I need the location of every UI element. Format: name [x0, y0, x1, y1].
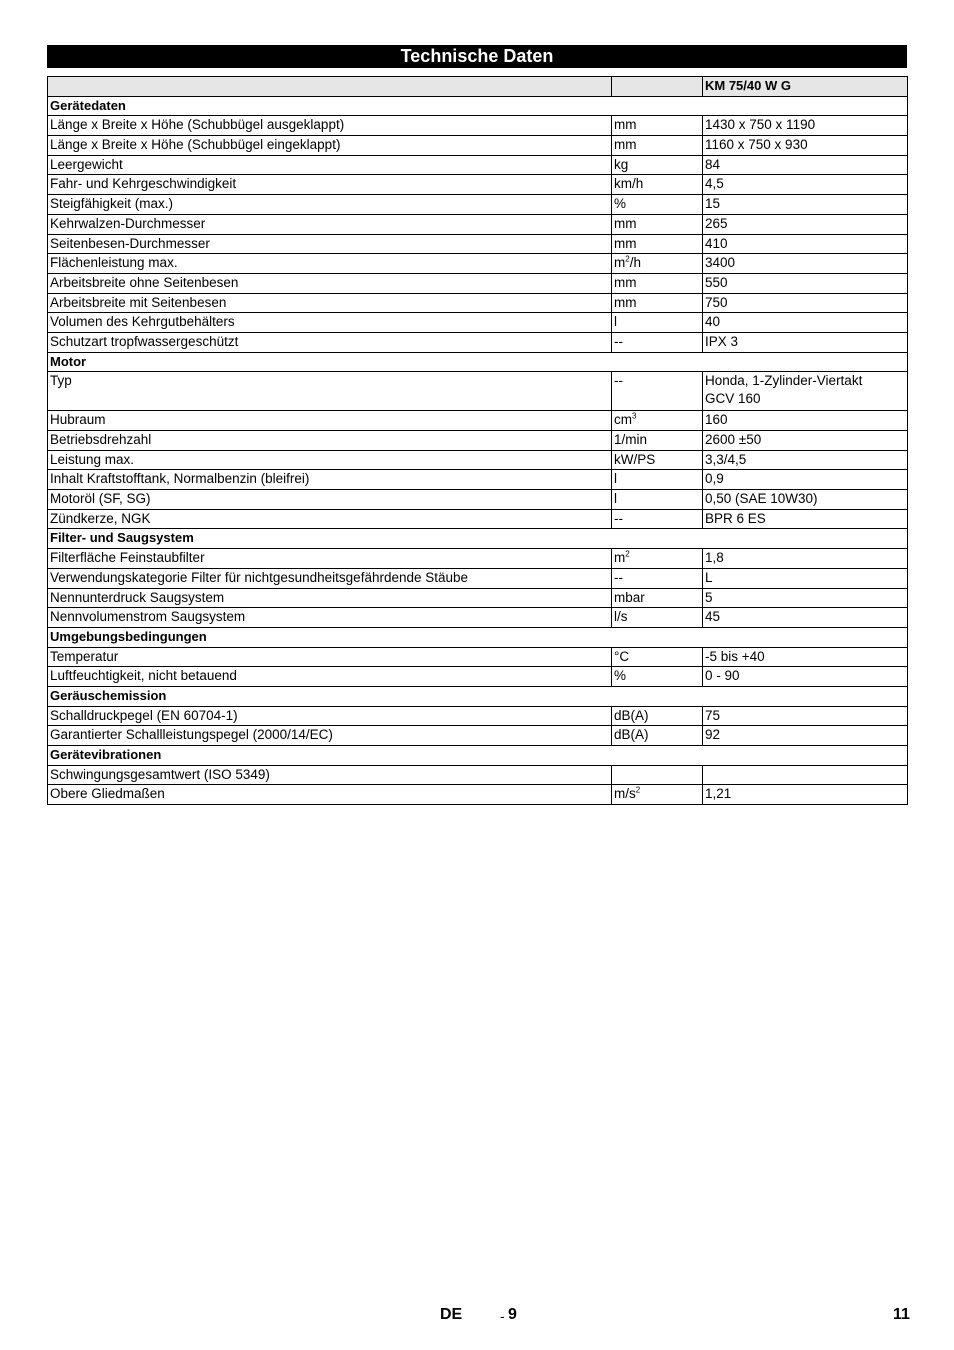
spec-label-cell: Arbeitsbreite ohne Seitenbesen	[48, 273, 612, 293]
spec-unit-cell	[612, 726, 703, 746]
footer-language: DE	[440, 1306, 463, 1323]
header-model-cell: KM 75/40 W G	[703, 77, 908, 97]
table-header-row	[48, 77, 908, 97]
spec-value-cell	[703, 647, 908, 667]
unit-text: m	[614, 550, 626, 566]
unit-text: mm	[614, 235, 637, 251]
table-row	[48, 293, 908, 313]
value-line: 2600 ±50	[705, 432, 762, 447]
unit-text: --	[614, 373, 623, 389]
spec-label-cell: Betriebsdrehzahl	[48, 431, 612, 451]
spec-value-cell	[703, 273, 908, 293]
table-row	[48, 155, 908, 175]
table-row	[48, 175, 908, 195]
header-label-cell	[48, 77, 612, 97]
spec-label-cell: Kehrwalzen-Durchmesser	[48, 214, 612, 234]
value-line: 265	[705, 215, 728, 231]
spec-unit-cell	[612, 706, 703, 726]
spec-unit-cell	[612, 785, 703, 805]
spec-unit-cell	[612, 116, 703, 136]
table-row	[48, 411, 908, 431]
spec-value-cell	[703, 431, 908, 451]
spec-label-cell: Motoröl (SF, SG)	[48, 490, 612, 510]
table-row	[48, 136, 908, 156]
table-row	[48, 195, 908, 215]
table-row	[48, 667, 908, 687]
value-line: Honda, 1-Zylinder-Viertakt	[705, 373, 863, 389]
table-row	[48, 726, 908, 746]
spec-value-cell	[703, 234, 908, 254]
value-line: 0,50 (SAE 10W30)	[705, 491, 818, 507]
value-line: 0 - 90	[705, 668, 740, 684]
spec-label-cell: Leergewicht	[48, 155, 612, 175]
unit-text: dB(A)	[614, 707, 649, 723]
value-line: 750	[705, 294, 728, 310]
spec-label-cell: Garantierter Schallleistungspegel (2000/14/EC)	[48, 726, 612, 746]
unit-superscript: 2	[635, 785, 641, 795]
unit-text: °C	[614, 648, 630, 664]
value-line: 3,3/4,5	[705, 451, 747, 467]
spec-unit-cell	[612, 490, 703, 510]
value-line: IPX 3	[705, 333, 739, 349]
table-row	[48, 450, 908, 470]
value-line: L	[705, 569, 713, 585]
value-line: 1,8	[705, 550, 724, 566]
spec-value-cell	[703, 608, 908, 628]
table-row	[48, 313, 908, 333]
spec-unit-cell	[612, 372, 703, 411]
table-row	[48, 234, 908, 254]
spec-unit-cell	[612, 254, 703, 274]
unit-text: mm	[614, 274, 637, 290]
unit-superscript: 2	[625, 549, 630, 559]
table-row	[48, 647, 908, 667]
section-heading: Umgebungsbedingungen	[48, 627, 908, 647]
unit-text: km/h	[614, 176, 644, 192]
technical-data-table	[47, 76, 908, 805]
spec-label-cell: Zündkerze, NGK	[48, 509, 612, 529]
spec-label-cell: Länge x Breite x Höhe (Schubbügel ausgeklappt)	[48, 116, 612, 136]
table-row	[48, 549, 908, 569]
section-heading: Filter- und Saugsystem	[48, 529, 908, 549]
spec-value-cell	[703, 411, 908, 431]
spec-label-cell: Inhalt Kraftstofftank, Normalbenzin (bleifrei)	[48, 470, 612, 490]
value-line: 45	[705, 609, 721, 625]
value-line: -5 bis +40	[705, 648, 765, 664]
spec-label-cell: Leistung max.	[48, 450, 612, 470]
spec-label-cell: Typ	[48, 372, 612, 411]
spec-unit-cell	[612, 293, 703, 313]
section-row	[48, 96, 908, 116]
spec-value-cell	[703, 588, 908, 608]
table-row	[48, 509, 908, 529]
value-line: 40	[705, 314, 721, 330]
table-row	[48, 706, 908, 726]
table-row	[48, 254, 908, 274]
footer-dash: -	[500, 1308, 505, 1324]
spec-unit-cell	[612, 588, 703, 608]
spec-value-cell	[703, 450, 908, 470]
spec-unit-cell	[612, 214, 703, 234]
spec-value-cell	[703, 332, 908, 352]
unit-text: kg	[614, 156, 629, 172]
spec-label-cell: Seitenbesen-Durchmesser	[48, 234, 612, 254]
table-row	[48, 588, 908, 608]
spec-label-cell: Flächenleistung max.	[48, 254, 612, 274]
table-row	[48, 214, 908, 234]
unit-text: %	[614, 668, 627, 684]
spec-unit-cell	[612, 568, 703, 588]
spec-value-cell	[703, 293, 908, 313]
value-line: 15	[705, 196, 721, 212]
unit-superscript: 2	[625, 254, 630, 264]
spec-label-cell: Hubraum	[48, 411, 612, 431]
spec-label-cell: Obere Gliedmaßen	[48, 785, 612, 805]
spec-unit-cell	[612, 470, 703, 490]
spec-label-cell: Steigfähigkeit (max.)	[48, 195, 612, 215]
table-row	[48, 431, 908, 451]
spec-label-cell: Schutzart tropfwassergeschützt	[48, 332, 612, 352]
technical-data-body	[48, 77, 908, 805]
spec-value-cell	[703, 470, 908, 490]
unit-text: kW/PS	[614, 451, 656, 467]
value-line: 75	[705, 707, 721, 723]
spec-value-cell	[703, 509, 908, 529]
spec-unit-cell	[612, 273, 703, 293]
footer-section-page: 9	[508, 1306, 517, 1323]
table-row	[48, 116, 908, 136]
section-row	[48, 746, 908, 766]
footer-page-number: 11	[893, 1306, 910, 1323]
spec-unit-cell	[612, 411, 703, 431]
spec-unit-cell	[612, 647, 703, 667]
unit-text: mm	[614, 294, 637, 310]
spec-value-cell	[703, 568, 908, 588]
spec-unit-cell	[612, 313, 703, 333]
value-line: 1,21	[705, 786, 732, 802]
spec-value-cell	[703, 155, 908, 175]
unit-text: l	[614, 314, 617, 330]
value-line: 3400	[705, 255, 736, 271]
section-row	[48, 352, 908, 372]
spec-label-cell: Nennunterdruck Saugsystem	[48, 588, 612, 608]
spec-unit-cell	[612, 234, 703, 254]
value-line: BPR 6 ES	[705, 510, 766, 526]
unit-text: mm	[614, 215, 637, 231]
value-line: 1160 x 750 x 930	[705, 137, 808, 153]
unit-text: m	[614, 255, 626, 271]
unit-superscript: 3	[632, 411, 637, 421]
table-row	[48, 372, 908, 411]
unit-text: dB(A)	[614, 727, 649, 743]
value-line: 0,9	[705, 471, 724, 487]
spec-value-cell	[703, 549, 908, 569]
unit-text: l	[614, 471, 617, 487]
spec-label-cell: Verwendungskategorie Filter für nichtgesundheitsgefährdende Stäube	[48, 568, 612, 588]
spec-unit-cell	[612, 450, 703, 470]
spec-value-cell	[703, 313, 908, 333]
unit-tail: /h	[629, 255, 641, 271]
spec-value-cell	[703, 136, 908, 156]
spec-unit-cell	[612, 608, 703, 628]
spec-value-cell	[703, 214, 908, 234]
value-line: 410	[705, 235, 728, 251]
section-row	[48, 627, 908, 647]
spec-value-cell	[703, 726, 908, 746]
spec-unit-cell	[612, 549, 703, 569]
unit-text: m/s	[614, 786, 636, 802]
spec-value-cell	[703, 667, 908, 687]
value-line: 84	[705, 156, 721, 172]
unit-text: l/s	[614, 609, 628, 625]
table-row	[48, 608, 908, 628]
spec-label-cell: Schalldruckpegel (EN 60704-1)	[48, 706, 612, 726]
section-row	[48, 686, 908, 706]
spec-unit-cell	[612, 332, 703, 352]
spec-label-cell: Filterfläche Feinstaubfilter	[48, 549, 612, 569]
spec-label-cell: Volumen des Kehrgutbehälters	[48, 313, 612, 333]
spec-value-cell	[703, 785, 908, 805]
spec-value-cell	[703, 175, 908, 195]
spec-unit-cell	[612, 431, 703, 451]
table-row	[48, 490, 908, 510]
spec-label-cell: Fahr- und Kehrgeschwindigkeit	[48, 175, 612, 195]
spec-value-cell	[703, 116, 908, 136]
unit-text: --	[614, 510, 623, 526]
spec-unit-cell	[612, 136, 703, 156]
value-line-2: GCV 160	[705, 391, 761, 407]
table-row	[48, 568, 908, 588]
spec-label-cell: Temperatur	[48, 647, 612, 667]
spec-unit-cell	[612, 509, 703, 529]
section-heading: Gerätedaten	[48, 96, 908, 116]
spec-value-cell	[703, 765, 908, 785]
page-title: Technische Daten	[47, 45, 907, 68]
spec-value-cell	[703, 706, 908, 726]
unit-text: --	[614, 333, 623, 349]
unit-text: --	[614, 569, 623, 585]
unit-text: mm	[614, 117, 637, 133]
spec-unit-cell	[612, 667, 703, 687]
spec-label-cell: Nennvolumenstrom Saugsystem	[48, 608, 612, 628]
spec-label-cell: Länge x Breite x Höhe (Schubbügel eingeklappt)	[48, 136, 612, 156]
spec-label-cell: Arbeitsbreite mit Seitenbesen	[48, 293, 612, 313]
section-heading: Motor	[48, 352, 908, 372]
unit-text: mbar	[614, 589, 645, 605]
unit-text: 1/min	[614, 432, 648, 447]
section-row	[48, 529, 908, 549]
table-row	[48, 785, 908, 805]
spec-unit-cell	[612, 765, 703, 785]
table-row	[48, 470, 908, 490]
spec-label-cell: Luftfeuchtigkeit, nicht betauend	[48, 667, 612, 687]
spec-value-cell	[703, 254, 908, 274]
table-row	[48, 273, 908, 293]
unit-text: mm	[614, 137, 637, 153]
section-heading: Gerätevibrationen	[48, 746, 908, 766]
spec-value-cell	[703, 372, 908, 411]
header-unit-cell	[612, 77, 703, 97]
spec-unit-cell	[612, 195, 703, 215]
section-heading: Geräuschemission	[48, 686, 908, 706]
spec-unit-cell	[612, 155, 703, 175]
spec-value-cell	[703, 195, 908, 215]
value-line: 550	[705, 274, 728, 290]
spec-value-cell	[703, 490, 908, 510]
unit-text: cm	[614, 412, 632, 428]
spec-unit-cell	[612, 175, 703, 195]
unit-text: l	[614, 491, 617, 507]
value-line: 92	[705, 727, 721, 743]
value-line: 5	[705, 589, 713, 605]
spec-label-cell: Schwingungsgesamtwert (ISO 5349)	[48, 765, 612, 785]
value-line: 160	[705, 412, 728, 428]
unit-text: %	[614, 196, 627, 212]
table-row	[48, 765, 908, 785]
value-line: 1430 x 750 x 1190	[705, 117, 816, 133]
value-line: 4,5	[705, 176, 724, 192]
table-row	[48, 332, 908, 352]
